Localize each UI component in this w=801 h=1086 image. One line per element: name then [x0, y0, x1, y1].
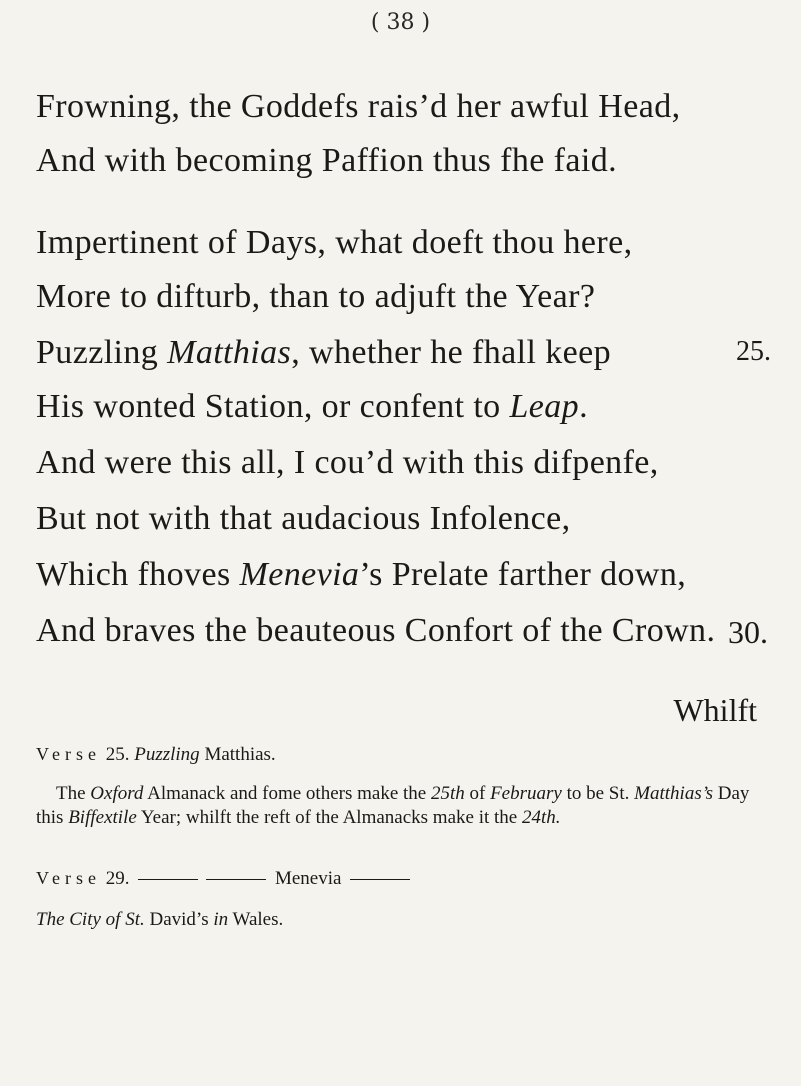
- margin-number-25: 25.: [736, 336, 771, 367]
- word-leap: Leap: [509, 388, 580, 425]
- page-number: ( 38 ): [370, 10, 431, 35]
- dash-rule: [206, 879, 266, 880]
- name-matthias: Matthias: [167, 334, 292, 371]
- poem-line-8: But not with that audacious Infolence,: [36, 500, 571, 537]
- poem-line-5: Puzzling Matthias, whether he fhall keep: [36, 334, 611, 371]
- footnote-verse-29-heading: Verse 29. Menevia: [36, 866, 764, 891]
- poem-line-4: More to difturb, than to adjuft the Year?: [36, 278, 596, 315]
- dash-rule: [138, 879, 198, 880]
- poem-line-9: Which fhoves Menevia’s Prelate farther down,: [36, 556, 687, 593]
- margin-number-30: 30.: [728, 614, 768, 650]
- dash-rule: [350, 879, 410, 880]
- poem-line-7: And were this all, I cou’d with this difpenfe,: [36, 444, 659, 481]
- catchword: Whilft: [673, 692, 757, 728]
- footnote-verse-25-body: The Oxford Almanack and fome others make the 25th of February to be St. Matthias’s Day this Biffextile Year; whilft the reft of the Almanacks make it the 24th.: [36, 783, 750, 828]
- footnote-verse-25-heading: Verse 25. Puzzling Matthias.: [36, 744, 276, 765]
- poem-line-3: Impertinent of Days, what doeft thou here,: [36, 224, 633, 261]
- poem-line-6: His wonted Station, or confent to Leap.: [36, 388, 588, 425]
- footnote-verse-29-body: The City of St. David’s in Wales.: [36, 909, 284, 930]
- poem-line-10: And braves the beauteous Confort of the Crown.: [36, 612, 716, 649]
- name-menevia: Menevia: [239, 556, 360, 593]
- poem-line-2: And with becoming Paffion thus fhe faid.: [36, 142, 618, 179]
- poem-line-1: Frowning, the Goddefs rais’d her awful Head,: [36, 88, 681, 125]
